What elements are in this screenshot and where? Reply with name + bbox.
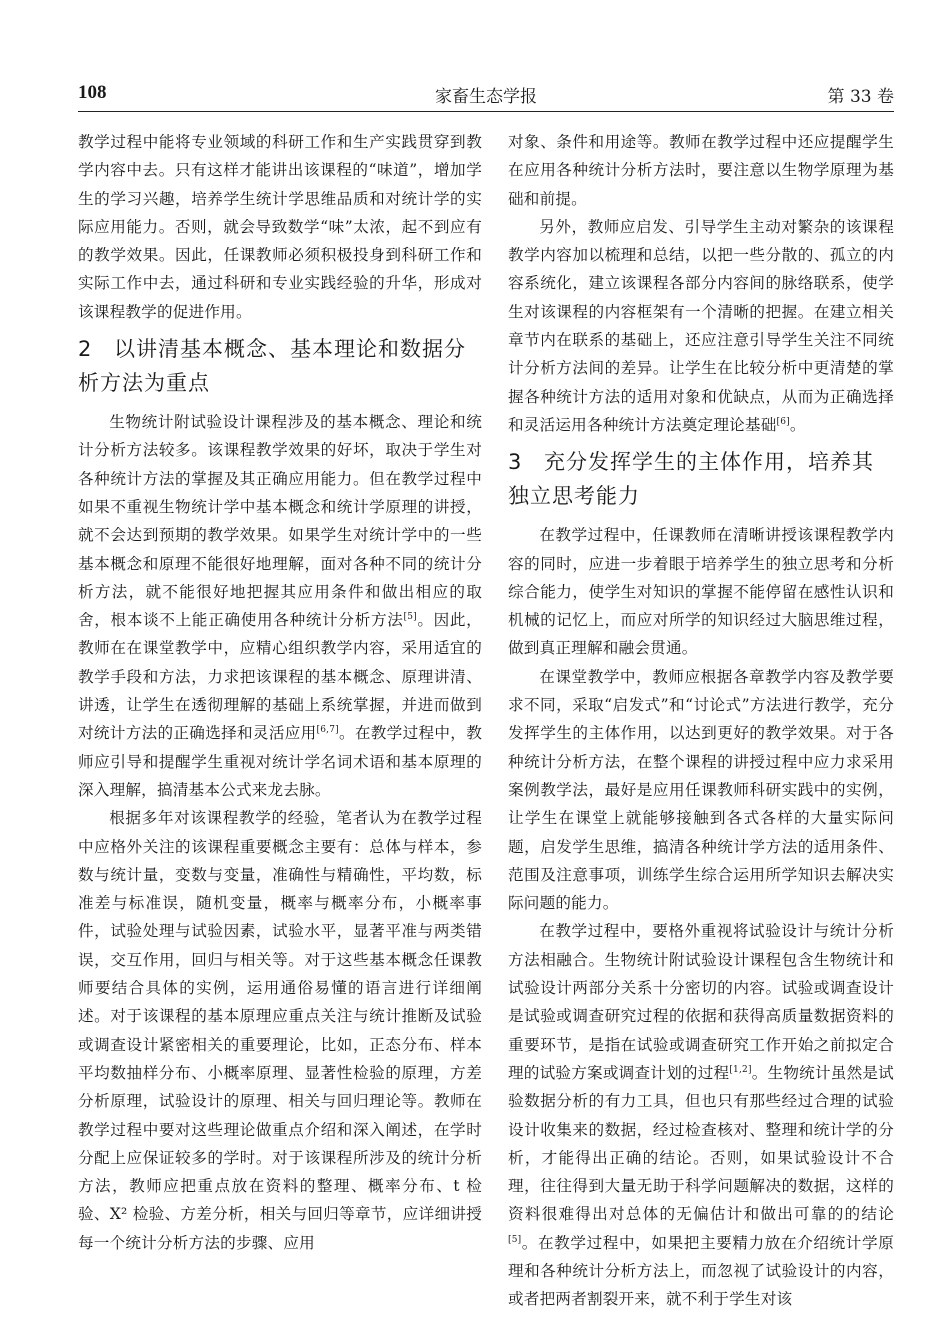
paragraph-text: 在教学过程中，要格外重视将试验设计与统计分析方法相融合。生物统计附试验设计课程包含生物统计和试验设计两部分关系十分密切的内容。试验或调查设计是试验或调查研究过程的依据和获得高质量数据资料的重要环节，是指在试验或调查研究工作开始之前拟定合理的试验方案或调查计划的过程	[508, 922, 894, 1082]
running-header	[78, 82, 894, 112]
header-rule	[78, 111, 894, 112]
right-column	[508, 128, 894, 1314]
paragraph-text: 生物统计附试验设计课程涉及的基本概念、理论和统计分析方法较多。该课程教学效果的好坏，取决于学生对各种统计方法的掌握及其正确应用能力。但在教学过程中如果不重视生物统计学中基本概念和统计学原理的讲授，就不会达到预期的教学效果。如果学生对统计学中的一些基本概念和原理不能很好地理解，面对各种不同的统计分析方法，就不能很好地把握其应用条件和做出相应的取舍，根本谈不上能正确使用各种统计分析方法	[78, 413, 482, 630]
paragraph-text: 。因此，教师在在课堂教学中，应精心组织教学内容，采用适宜的教学手段和方法，力求把该课程的基本概念、原理讲清、讲透，让学生在透彻理解的基础上系统掌握，并进而做到对统计方法的正确选择和灵活应用	[78, 611, 482, 743]
paragraph	[508, 213, 894, 439]
section-title: 以讲清基本概念、基本理论和数据分析方法为重点	[78, 337, 466, 396]
paragraph-text: 。在教学过程中，如果把主要精力放在介绍统计学原理和各种统计分析方法上，而忽视了试验设计的内容，或者把两者割裂开来，就不利于学生对该	[508, 1233, 894, 1309]
paragraph: 根据多年对该课程教学的经验，笔者认为在教学过程中应格外关注的该课程重要概念主要有：总体与样本，参数与统计量，变数与变量，准确性与精确性，平均数，标准差与标准误，随机变量，概率与概率分布，小概率事件，试验处理与试验因素，试验水平，显著平准与两类错误，交互作用，回归与相关等。对于这些基本概念任课教师要结合具体的实例，运用通俗易懂的语言进行详细阐述。对于该课程的基本原理应重点关注与统计推断及试验或调查设计紧密相关的重要理论，比如，正态分布、样本平均数抽样分布、小概率原理、显著性检验的原理，方差分析原理，试验设计的原理、相关与回归理论等。教师在教学过程中要对这些理论做重点介绍和深入阐述，在学时分配上应保证较多的学时。对于该课程所涉及的统计分析方法，教师应把重点放在资料的整理、概率分布、t 检验、X² 检验、方差分析，相关与回归等章节，应详细讲授每一个统计分析方法的步骤、应用	[78, 809, 482, 1252]
paragraph-text: 。在教学过程中，教师应引导和提醒学生重视对统计学名词术语和基本原理的深入理解，搞清基本公式来龙去脉。	[78, 724, 482, 799]
paragraph-text: 。生物统计虽然是试验数据分析的有力工具，但也只有那些经过合理的试验设计收集来的数据，经过检查核对、整理和统计学的分析，才能得出正确的结论。否则，如果试验设计不合理，往往得到大量无助于科学问题解决的数据，这样的资料很难得出对总体的无偏估计和做出可靠的的结论	[508, 1063, 894, 1224]
section-title: 充分发挥学生的主体作用，培养其独立思考能力	[508, 450, 874, 509]
section-number: 3	[508, 450, 523, 475]
paragraph	[78, 408, 482, 804]
paragraph: 在课堂教学中，教师应根据各章教学内容及教学要求不同，采取“启发式”和“讨论式”方法进行教学，充分发挥学生的主体作用，以达到更好的教学效果。对于各种统计分析方法，在整个课程的讲授过程中应力求采用案例教学法，最好是应用任课教师科研实践中的实例，让学生在课堂上就能够接触到各式各样的大量实际问题，启发学生思维，搞清各种统计学方法的适用条件、范围及注意事项，训练学生综合运用所学知识去解决实际问题的能力。	[508, 667, 894, 913]
citation: [5]	[508, 1234, 522, 1245]
paragraph	[508, 917, 894, 1313]
section-heading-3	[508, 445, 894, 513]
paragraph-text: 。	[789, 415, 806, 434]
paragraph: 对象、条件和用途等。教师在教学过程中还应提醒学生在应用各种统计分析方法时，要注意以生物学原理为基础和前提。	[508, 133, 894, 208]
volume-label: 第 33 卷	[827, 87, 894, 107]
left-column	[78, 128, 482, 1257]
citation: [5]	[403, 611, 417, 622]
citation: [1,2]	[729, 1064, 752, 1075]
paragraph: 在教学过程中，任课教师在清晰讲授该课程教学内容的同时，应进一步着眼于培养学生的独立思考和分析综合能力，使学生对知识的掌握不能停留在感性认识和机械的记忆上，而应对所学的知识经过大脑思维过程，做到真正理解和融会贯通。	[508, 526, 894, 658]
citation: [6]	[776, 416, 790, 427]
paragraph: 教学过程中能将专业领域的科研工作和生产实践贯穿到教学内容中去。只有这样才能讲出该课程的“味道”，增加学生的学习兴趣，培养学生统计学思维品质和对统计学的实际应用能力。否则，就会导致数学“味”太浓，起不到应有的教学效果。因此，任课教师必须积极投身到科研工作和实际工作中去，通过科研和专业实践经验的升华，形成对该课程教学的促进作用。	[78, 133, 482, 321]
section-heading-2	[78, 332, 482, 400]
citation: [6,7]	[316, 725, 339, 736]
page-number: 108	[78, 82, 107, 103]
journal-title: 家畜生态学报	[435, 87, 537, 107]
section-number: 2	[78, 337, 93, 362]
paragraph-text: 另外，教师应启发、引导学生主动对繁杂的该课程教学内容加以梳理和总结，以把一些分散的、孤立的内容系统化，建立该课程各部分内容间的脉络联系，使学生对该课程的内容框架有一个清晰的把握。在建立相关章节内在联系的基础上，还应注意引导学生关注不同统计分析方法间的差异。让学生在比较分析中更清楚的掌握各种统计方法的适用对象和优缺点，从而为正确选择和灵活运用各种统计方法奠定理论基础	[508, 217, 894, 434]
